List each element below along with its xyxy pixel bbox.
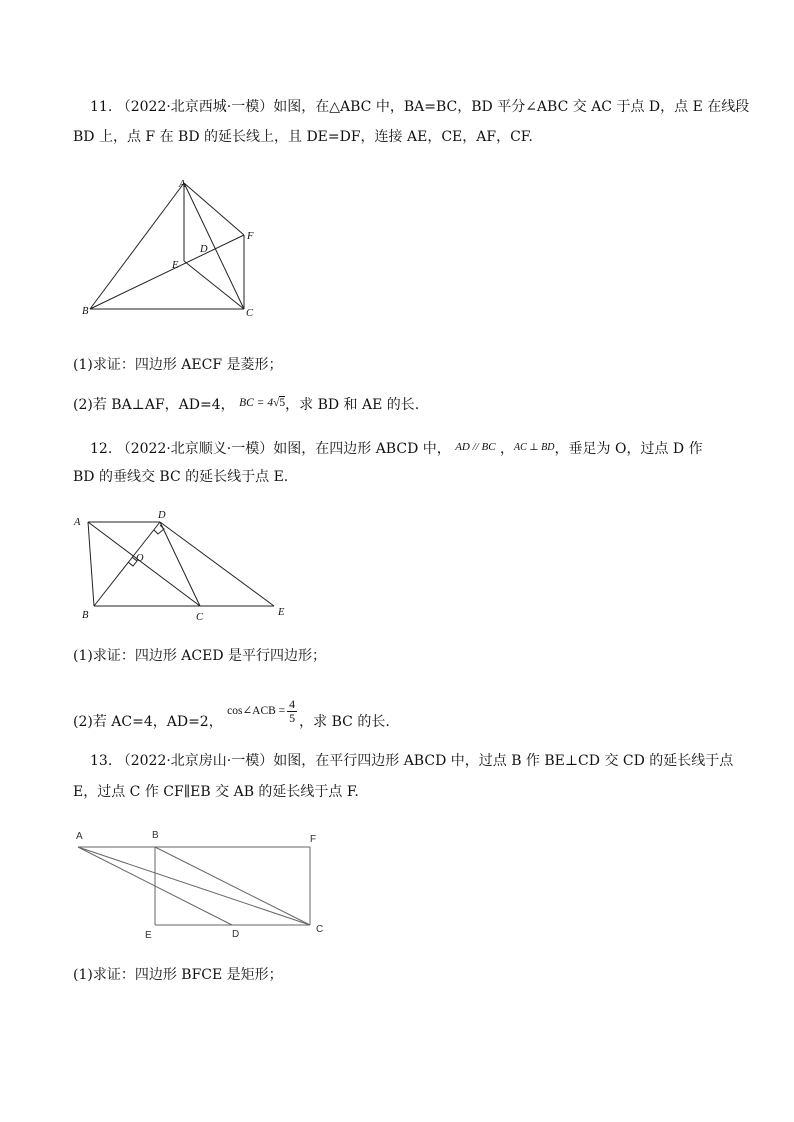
q12-part2-suffix: ，求 BC 的长.: [299, 714, 390, 730]
q12-line2: BD 的垂线交 BC 的延长线于点 E.: [73, 469, 289, 485]
q13-label-B: B: [152, 830, 159, 841]
q13-label-A: A: [76, 831, 83, 842]
q12-part2-prefix: (2)若 AC=4，AD=2，: [73, 714, 223, 730]
q12-perp-formula: AC ⊥ BD: [514, 442, 555, 453]
q11-part2-prefix: (2)若 BA⊥AF，AD=4，: [73, 397, 235, 413]
q12-seg-DE: [160, 522, 274, 606]
q11-line1: [90, 98, 749, 116]
q13-line2: E，过点 C 作 CF∥EB 交 AB 的延长线于点 F.: [73, 784, 359, 800]
q12-source: （2022·北京顺义·一模）: [116, 441, 274, 457]
q13-label-C: C: [316, 924, 324, 935]
q13-seg-AC: [78, 847, 310, 925]
q13-figure: [70, 825, 340, 943]
q11-part2: [73, 396, 419, 415]
q11-part2-suffix: ，求 BD 和 AE 的长.: [285, 397, 420, 413]
q12-part2: [73, 694, 390, 730]
q12-seg-AC: [88, 522, 200, 606]
q13-source: （2022·北京房山·一模）: [116, 753, 274, 769]
q12-parallel-formula: AD // BC: [455, 441, 496, 453]
q11-line1-text: 如图，在△ABC 中，BA=BC，BD 平分∠ABC 交 AC 于点 D，点 E 在线段: [273, 99, 750, 115]
q13-part1: (1)求证：四边形 BFCE 是矩形；: [73, 967, 283, 983]
q12-seg-BD: [94, 522, 160, 606]
q12-line1-prefix: 如图，在四边形 ABCD 中，: [273, 441, 451, 457]
q13-label-D: D: [232, 929, 240, 940]
q12-part1: (1)求证：四边形 ACED 是平行四边形；: [73, 648, 326, 664]
q12-fraction: $\frac{4}{5}$: [289, 696, 296, 725]
q11-source: （2022·北京西城·一模）: [116, 99, 274, 115]
q11-seg-AB: [90, 183, 184, 309]
sqrt-symbol-icon: √: [273, 397, 280, 409]
q11-line2-text: BD 上，点 F 在 BD 的延长线上，且 DE=DF，连接 AE，CE，AF，CF.: [73, 129, 533, 145]
q11-label-E: E: [172, 260, 179, 271]
q12-seg-DC: [160, 522, 200, 606]
q11-number: 11.: [90, 99, 113, 115]
q12-line1-suffix: ，垂足为 O，过点 D 作: [554, 441, 703, 457]
q11-label-F: F: [247, 231, 254, 242]
q12-label-D: D: [158, 510, 166, 521]
q12-label-E: E: [278, 607, 285, 618]
q12-line1: 12. （2022·北京顺义·一模）如图，在四边形 ABCD 中， $^{AD // BC}$ ，$^{AC \perp BD}$，垂足为 O，过点 D 作: [90, 441, 703, 457]
q11-seg-BF: [90, 235, 244, 309]
q13-label-E: E: [145, 930, 152, 941]
q11-line2: [73, 128, 533, 146]
q11-label-D: D: [200, 244, 208, 255]
q11-bc-formula: BC = 4√5: [239, 397, 286, 409]
q13-line1: [90, 752, 733, 770]
q13-number: 13.: [90, 753, 113, 769]
q11-seg-AF: [184, 183, 244, 235]
q12-number: 12.: [90, 441, 113, 457]
q11-label-C: C: [246, 308, 254, 319]
q12-cos-formula: cos∠ACB = $\frac{4}{5}$: [227, 696, 296, 725]
q13-label-F: F: [310, 834, 317, 845]
q11-label-B: B: [82, 306, 89, 317]
q13-line1-text: 如图，在平行四边形 ABCD 中，过点 B 作 BE⊥CD 交 CD 的延长线于点: [273, 753, 734, 769]
q11-part1: (1)求证：四边形 AECF 是菱形；: [73, 357, 283, 373]
q13-seg-BC: [155, 847, 310, 925]
q12-label-A: A: [74, 517, 81, 528]
q11-seg-AC: [184, 183, 244, 309]
q12-label-B: B: [82, 610, 89, 621]
q12-label-O: O: [136, 553, 144, 564]
q12-figure: [68, 508, 298, 628]
q11-label-A: A: [179, 179, 186, 190]
q11-figure: [80, 175, 270, 320]
q12-seg-AB: [88, 522, 94, 606]
q11-seg-EC: [184, 261, 244, 309]
q12-label-C: C: [196, 612, 204, 623]
